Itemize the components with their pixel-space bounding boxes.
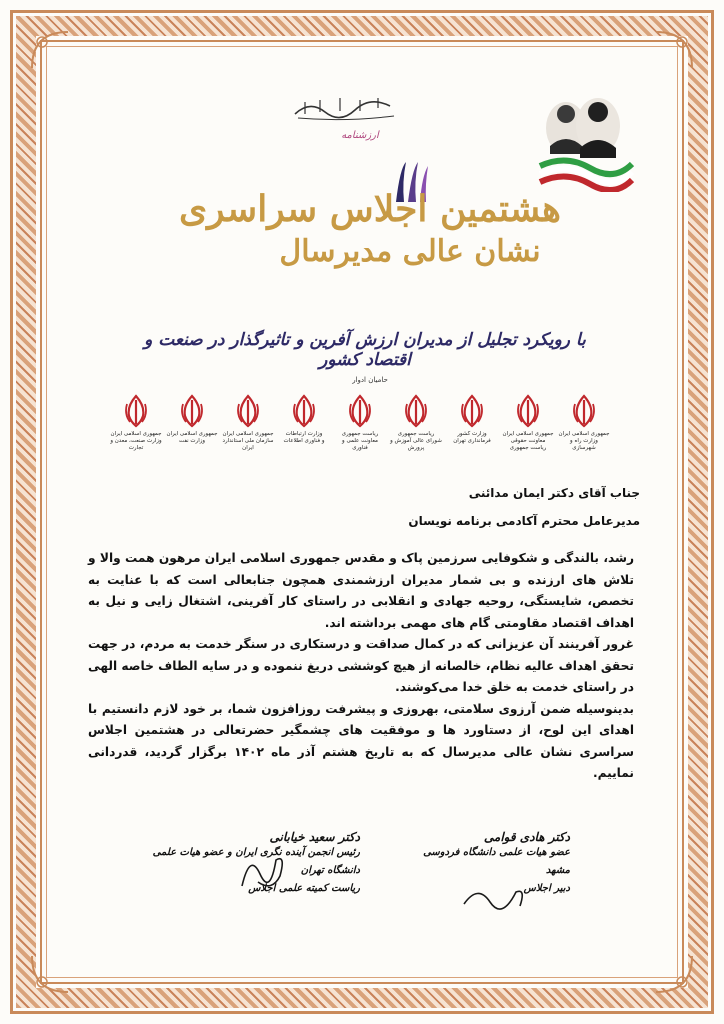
sponsor-name: وزارت ارتباطات و فناوری اطلاعات (283, 431, 325, 444)
iran-emblem-icon (233, 394, 263, 428)
sponsor-item (334, 394, 386, 456)
sponsor-name: جمهوری اسلامی ایران سازمان ملی استاندارد ایران (222, 431, 274, 451)
sponsor-item (558, 394, 610, 456)
sponsor-item (166, 394, 218, 456)
corner-ornament (654, 954, 694, 994)
sponsors-row (110, 394, 610, 456)
handwritten-signature (460, 880, 530, 914)
signatory-title: عضو هیات علمی دانشگاه فردوسی مشهد (423, 847, 570, 876)
iran-emblem-icon (345, 394, 375, 428)
sponsor-name: جمهوری اسلامی ایران معاونت حقوقی ریاست جمهوری (502, 431, 554, 451)
signatory-position: ریاست کمیته علمی اجلاس (248, 883, 360, 894)
sponsor-item (446, 394, 498, 456)
document-type-label: ارزشنامه (341, 130, 379, 141)
handwritten-signature (236, 846, 296, 896)
sponsor-name: جمهوری اسلامی ایران وزارت صنعت، معدن و تجارت (110, 431, 162, 451)
portraits-image (536, 88, 636, 192)
event-title-line1: هشتمین اجلاس سراسری (178, 188, 562, 230)
sponsor-item (390, 394, 442, 456)
certificate-body (88, 548, 634, 785)
iran-emblem-icon (457, 394, 487, 428)
event-subtitle: با رویکرد تجلیل از مدیران ارزش آفرین و تاثیرگذار در صنعت و اقتصاد کشور (144, 330, 586, 370)
recipient-name: جناب آقای دکتر ایمان مدائنی (468, 486, 640, 500)
recipient-role: مدیرعامل محترم آکادمی برنامه نویسان (408, 514, 640, 528)
signatory-name: دکتر هادی قوامی (483, 830, 570, 844)
sponsor-name: وزارت کشور فرمانداری تهران (453, 431, 491, 444)
signatory-name: دکتر سعید خیابانی (269, 830, 360, 844)
body-paragraph: بدینوسیله ضمن آرزوی سلامتی، بهروزی و پیشرفت روزافزون شما، بر خود لازم دانستیم با اهدای این لوح، از دستاورد ها و موفقیت های چشمگیر حضرتعالی در هشتمین اجلاس سراسری نشان عالی مدیرسال که به تاریخ هشتم آذر ماه ۱۴۰۲ برگزار گردید، قدردانی نماییم. (88, 701, 634, 780)
signatory-position: دبیر اجلاس (523, 883, 570, 894)
body-paragraph: غرور آفرینند آن عزیزانی که در کمال صداقت و درستکاری در سنگر خدمت به مردم، در جهت تحقق اهداف عالیه نظام، خالصانه از هیچ کوششی دریغ ننموده و در سایه الطاف خاصه الهی در راستای خدمت به خلق خدا می‌کوشند. (88, 637, 634, 694)
sponsor-name: جمهوری اسلامی ایران وزارت راه و شهرسازی (558, 431, 610, 451)
sponsor-item (502, 394, 554, 456)
corner-ornament (30, 954, 70, 994)
corner-ornament (30, 30, 70, 70)
sponsor-name: ریاست جمهوری شورای عالی آموزش و پرورش (390, 431, 442, 451)
sponsor-name: ریاست جمهوری معاونت علمی و فناوری (341, 431, 379, 451)
sponsors-label: حامیان ادوار (352, 376, 388, 384)
iran-emblem-icon (121, 394, 151, 428)
sponsor-item (110, 394, 162, 456)
sponsor-name: جمهوری اسلامی ایران وزارت نفت (166, 431, 218, 444)
iran-emblem-icon (569, 394, 599, 428)
event-title-line2: نشان عالی مدیرسال (279, 234, 541, 269)
iran-emblem-icon (401, 394, 431, 428)
sponsor-item (222, 394, 274, 456)
bismillah-calligraphy (290, 92, 400, 122)
body-paragraph: رشد، بالندگی و شکوفایی سرزمین پاک و مقدس جمهوری اسلامی ایران مرهون همت والا و تلاش های ارزنده و بی شمار مدیران ارزشمندی همچون جنابعالی است که با عنایت به تخصص، شایستگی، روحیه جهادی و انقلابی در راستای کار آفرینی، اشتغال زایی و نیل به اهداف اقتصاد مقاومتی گام های مهمی برداشته اند. (88, 551, 634, 630)
sponsor-item (278, 394, 330, 456)
iran-emblem-icon (289, 394, 319, 428)
iran-emblem-icon (177, 394, 207, 428)
corner-ornament (654, 30, 694, 70)
iran-emblem-icon (513, 394, 543, 428)
signatory-title: رئیس انجمن آینده نگری ایران و عضو هیات علمی دانشگاه تهران (152, 847, 360, 876)
